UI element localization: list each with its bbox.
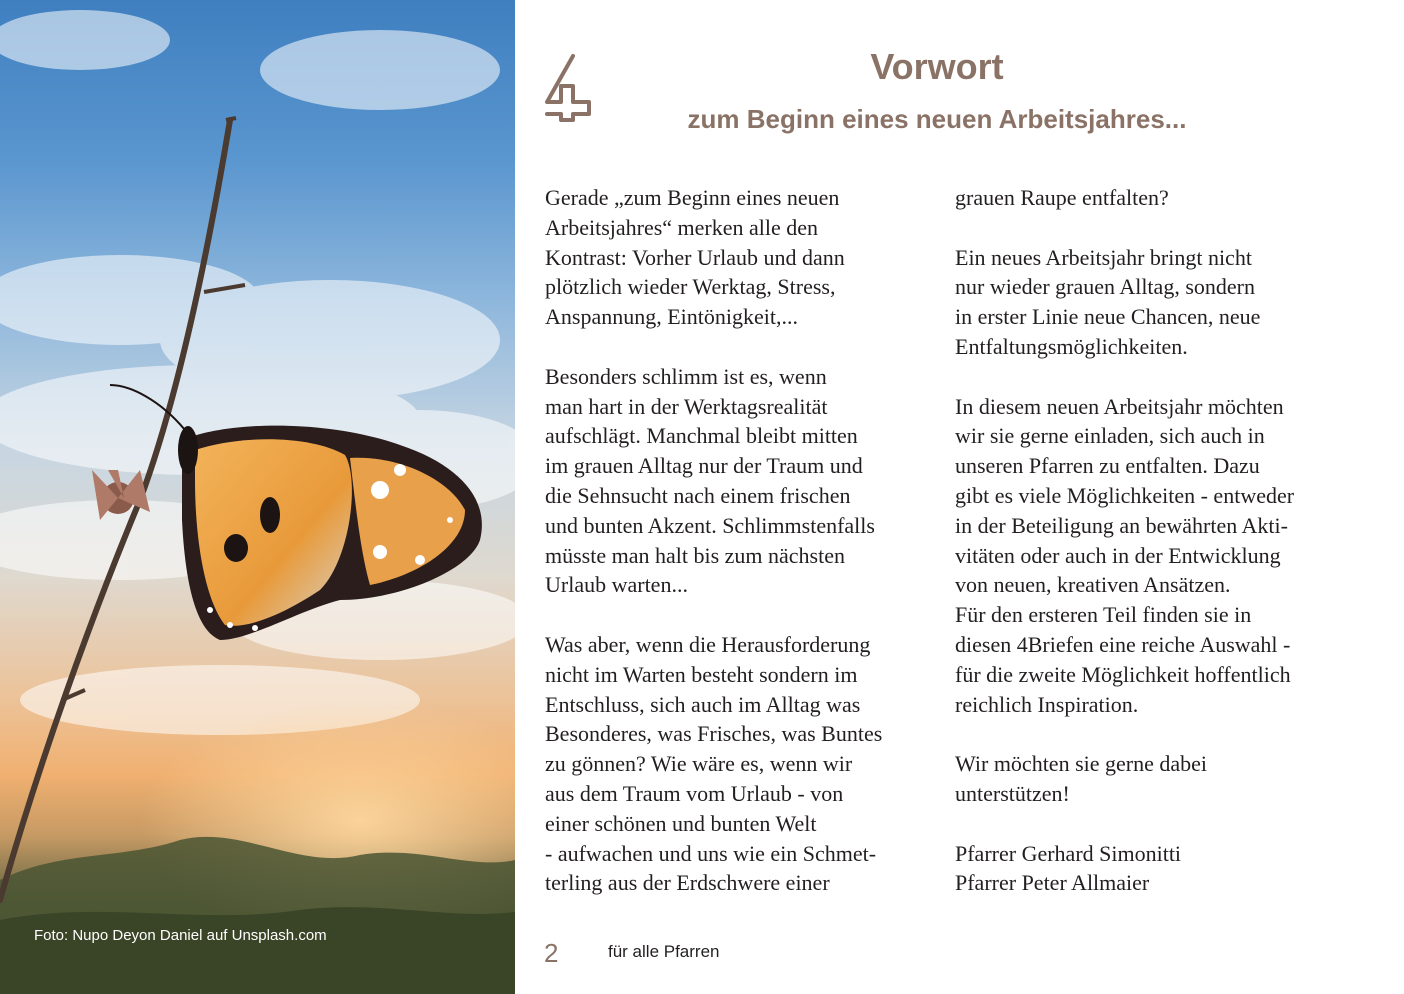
text-line: Entfaltungsmöglichkeiten. (955, 333, 1188, 359)
text-line: unseren Pfarren zu entfalten. Dazu (955, 453, 1260, 479)
cover-photo (0, 0, 515, 994)
text-line: In diesem neuen Arbeitsjahr möchten (955, 393, 1284, 419)
paragraph (955, 183, 1355, 213)
text-line: Anspannung, Eintönigkeit,... (545, 304, 798, 330)
text-line: Besonders schlimm ist es, wenn (545, 363, 827, 389)
text-line: Besonderes, was Frisches, was Buntes (545, 721, 883, 747)
text-line: Urlaub warten... (545, 572, 688, 598)
text-line: im grauen Alltag nur der Traum und (545, 453, 863, 479)
text-line: Arbeitsjahres“ merken alle den (545, 214, 819, 240)
text-line: unterstützen! (955, 780, 1070, 806)
text-line: einer schönen und bunten Welt (545, 810, 817, 836)
paragraph (545, 362, 945, 600)
paragraph (955, 749, 1355, 809)
text-line: müsste man halt bis zum nächsten (545, 542, 845, 568)
text-line: und bunten Akzent. Schlimmstenfalls (545, 512, 875, 538)
text-line: wir sie gerne einladen, sich auch in (955, 423, 1265, 449)
page-title: Vorwort (870, 46, 1004, 87)
paragraph (955, 243, 1355, 362)
text-line: Pfarrer Gerhard Simonitti (955, 840, 1182, 866)
paragraph (545, 630, 945, 898)
butterfly-photo-illustration (0, 0, 515, 994)
text-line: zu gönnen? Wie wäre es, wenn wir (545, 751, 853, 777)
paragraph (955, 839, 1355, 899)
text-line: man hart in der Werktagsrealität (545, 393, 828, 419)
text-line: aufschlägt. Manchmal bleibt mitten (545, 423, 858, 449)
text-line: Pfarrer Peter Allmaier (955, 870, 1150, 896)
text-line: Entschluss, sich auch im Alltag was (545, 691, 861, 717)
text-column-right (955, 183, 1355, 928)
text-line: für die zweite Möglichkeit hoffentlich (955, 661, 1291, 687)
text-line: in der Beteiligung an bewährten Akti- (955, 512, 1288, 538)
text-line: die Sehnsucht nach einem frischen (545, 482, 851, 508)
page-number: 2 (544, 938, 559, 968)
paragraph (545, 183, 945, 332)
text-line: nicht im Warten besteht sondern im (545, 661, 858, 687)
text-line: Gerade „zum Beginn eines neuen (545, 185, 840, 210)
text-line: Für den ersteren Teil finden sie in (955, 602, 1252, 628)
paragraph (955, 600, 1355, 719)
text-line: nur wieder grauen Alltag, sondern (955, 274, 1255, 300)
text-line: grauen Raupe entfalten? (955, 185, 1169, 210)
photo-credit: Foto: Nupo Deyon Daniel auf Unsplash.com (34, 927, 327, 944)
text-line: gibt es viele Möglichkeiten - entweder (955, 482, 1295, 508)
text-line: von neuen, kreativen Ansätzen. (955, 572, 1231, 598)
text-line: Was aber, wenn die Herausforderung (545, 631, 871, 657)
text-line: Wir möchten sie gerne dabei (955, 751, 1208, 777)
text-line: reichlich Inspiration. (955, 691, 1139, 717)
text-line: aus dem Traum vom Urlaub - von (545, 780, 844, 806)
text-line: diesen 4Briefen eine reiche Auswahl - (955, 631, 1291, 657)
text-line: terling aus der Erdschwere einer (545, 870, 830, 896)
text-line: Kontrast: Vorher Urlaub und dann (545, 244, 845, 270)
footer-text: für alle Pfarren (608, 942, 720, 961)
paragraph (955, 392, 1355, 601)
text-line: vitäten oder auch in der Entwicklung (955, 542, 1281, 568)
text-line: - aufwachen und uns wie ein Schmet- (545, 840, 877, 866)
text-line: plötzlich wieder Werktag, Stress, (545, 274, 836, 300)
text-line: Ein neues Arbeitsjahr bringt nicht (955, 244, 1252, 270)
page-subtitle: zum Beginn eines neuen Arbeitsjahres... (687, 104, 1187, 134)
text-column-left (545, 183, 945, 928)
text-line: in erster Linie neue Chancen, neue (955, 304, 1261, 330)
